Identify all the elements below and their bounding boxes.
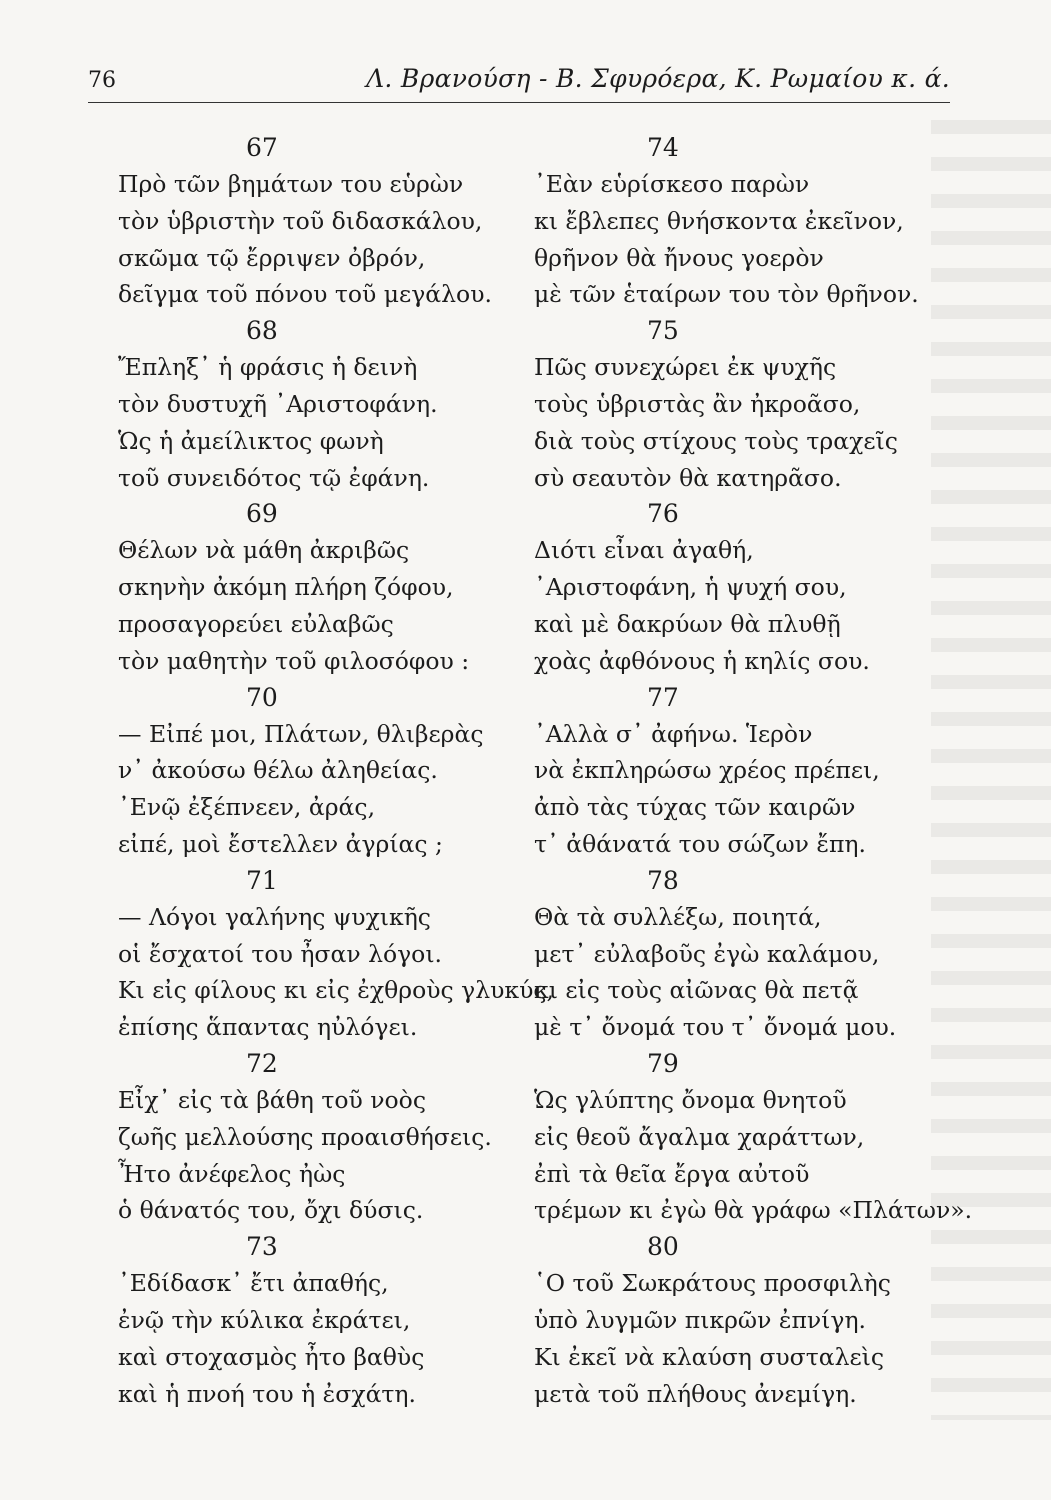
verse-line: σὺ σεαυτὸν θὰ κατηρᾶσο. [534,463,842,492]
verse-line: μετὰ τοῦ πλήθους ἀνεμίγη. [534,1379,857,1408]
verse-line: ἐνῷ τὴν κύλικα ἐκράτει, [118,1305,411,1334]
verse-line: Κι εἰς φίλους κι εἰς ἐχθροὺς γλυκύς, [118,976,554,1005]
stanza [534,1046,1004,1229]
verse-line: ζωῆς μελλούσης προαισθήσεις. [118,1122,492,1151]
verse-line: Ὡς ἡ ἀμείλικτος φωνὴ [118,426,384,455]
verse-line: νὰ ἐκπληρώσω χρέος πρέπει, [534,756,880,785]
verse-line: ᾽Εδίδασκ᾽ ἔτι ἀπαθής, [118,1269,389,1298]
verse-line: εἰς θεοῦ ἄγαλμα χαράττων, [534,1122,865,1151]
verse-line: Θέλων νὰ μάθη ἀκριβῶς [118,536,410,565]
stanza-number: 74 [647,133,679,162]
verse-line: καὶ ἡ πνοή του ἡ ἐσχάτη. [118,1379,416,1408]
verse-line: χοὰς ἀφθόνους ἡ κηλίς σου. [534,646,870,675]
stanza [534,496,1004,679]
verse-line: καὶ μὲ δακρύων θὰ πλυθῇ [534,609,841,638]
stanza [118,1229,533,1412]
verse-line: μετ᾽ εὐλαβοῦς ἐγὼ καλάμου, [534,939,880,968]
page-header [88,62,950,102]
stanza [118,1046,533,1229]
stanza [534,313,1004,496]
verse-line: — Εἰπέ μοι, Πλάτων, θλιβερὰς [118,719,484,748]
verse-line: ᾽Εὰν εὑρίσκεσο παρὼν [534,170,810,198]
verse-line: — Λόγοι γαλήνης ψυχικῆς [118,902,431,931]
verse-line: τὸν μαθητὴν τοῦ φιλοσόφου : [118,646,470,675]
verse-line: κι εἰς τοὺς αἰῶνας θὰ πετᾷ [534,976,859,1005]
verse-line: Πῶς συνεχώρει ἐκ ψυχῆς [534,353,837,382]
stanza [534,680,1004,863]
stanza [118,130,533,313]
verse-line: διὰ τοὺς στίχους τοὺς τραχεῖς [534,426,898,455]
verse-line: ἐπὶ τὰ θεῖα ἔργα αὐτοῦ [534,1159,810,1188]
verse-line: καὶ στοχασμὸς ἦτο βαθὺς [118,1342,425,1371]
verse-line: Θὰ τὰ συλλέξω, ποιητά, [534,902,822,931]
verse-line: εἰπέ, μοὶ ἔστελλεν ἀγρίας ; [118,829,443,858]
verse-line: τοῦ συνειδότος τῷ ἐφάνη. [118,463,430,492]
stanza-number: 80 [647,1232,679,1262]
verse-line: Ὡς γλύπτης ὄνομα θνητοῦ [534,1086,847,1114]
verse-line: ἀπὸ τὰς τύχας τῶν καιρῶν [534,793,856,822]
stanza [118,680,533,863]
verse-line: μὲ τ᾽ ὄνομά του τ᾽ ὄνομά μου. [534,1013,897,1042]
stanza-number: 76 [647,499,679,529]
stanza [118,863,554,1046]
stanza-number: 75 [647,316,679,346]
verse-line: ὑπὸ λυγμῶν πικρῶν ἐπνίγη. [534,1305,866,1334]
verse-line: θρῆνον θὰ ἤνους γοερὸν [534,243,824,272]
verse-line: Ἔπληξ᾽ ἡ φράσις ἡ δεινὴ [118,353,418,382]
verse-line: τὸν ὑβριστὴν τοῦ διδασκάλου, [118,206,483,235]
verse-line: ἐπίσης ἅπαντας ηὐλόγει. [118,1013,418,1042]
verse-line: ῾Ο τοῦ Σωκράτους προσφιλὴς [534,1269,891,1298]
stanza-number: 67 [246,133,278,162]
verse-line: σκῶμα τῷ ἔρριψεν ὀβρόν, [118,243,426,272]
verse-line: Εἶχ᾽ εἰς τὰ βάθη τοῦ νοὸς [118,1086,426,1114]
verse-line: προσαγορεύει εὐλαβῶς [118,609,394,638]
verse-line: σκηνὴν ἀκόμη πλήρη ζόφου, [118,573,454,602]
verse-line: δεῖγμα τοῦ πόνου τοῦ μεγάλου. [118,280,492,309]
header-rule [88,102,950,103]
stanza-number: 77 [647,682,679,712]
verse-line: ν᾽ ἀκούσω θέλω ἀληθείας. [118,756,438,785]
verse-line: ᾽Ενῷ ἐξέπνεεν, ἀράς, [118,793,376,822]
verse-line: ᾽Αριστοφάνη, ἡ ψυχή σου, [534,573,847,602]
running-head: Λ. Βρανούση - Β. Σφυρόερα, Κ. Ρωμαίου κ. ά. [366,64,950,93]
stanza-number: 73 [246,1232,278,1262]
stanza-number: 72 [246,1049,278,1078]
verse-line: τοὺς ὑβριστὰς ἂν ἠκροᾶσο, [534,389,861,418]
stanza-number: 71 [246,865,278,895]
verse-line: Διότι εἶναι ἀγαθή, [534,536,754,565]
verse-line: ὁ θάνατός του, ὄχι δύσις. [118,1196,424,1225]
stanza-number: 70 [246,682,278,712]
verse-line: τρέμων κι ἐγὼ θὰ γράφω «Πλάτων». [534,1196,973,1225]
page-number: 76 [88,68,116,93]
stanza-number: 68 [246,316,278,346]
stanza [118,313,533,496]
stanza-number: 79 [647,1049,679,1078]
verse-line: Πρὸ τῶν βημάτων του εὑρὼν [118,170,464,198]
stanza [118,496,533,679]
verse-line: κι ἔβλεπες θνήσκοντα ἐκεῖνον, [534,206,904,235]
verse-line: τ᾽ ἀθάνατά του σώζων ἔπη. [534,829,866,858]
verse-line: ᾽Αλλὰ σ᾽ ἀφήνω. Ἱερὸν [534,719,813,748]
verse-line: οἱ ἔσχατοί του ἦσαν λόγοι. [118,939,442,968]
verse-line: Ἦτο ἀνέφελος ἠὼς [118,1159,346,1188]
verse-line: τὸν δυστυχῆ ᾽Αριστοφάνη. [118,389,438,418]
verse-line: μὲ τῶν ἑταίρων του τὸν θρῆνον. [534,280,919,309]
stanza [534,130,1004,313]
stanza [534,863,1004,1046]
verse-line: Κι ἐκεῖ νὰ κλαύση συσταλεὶς [534,1342,885,1371]
stanza [534,1229,1004,1412]
stanza-number: 69 [246,499,278,529]
stanza-number: 78 [647,865,679,895]
